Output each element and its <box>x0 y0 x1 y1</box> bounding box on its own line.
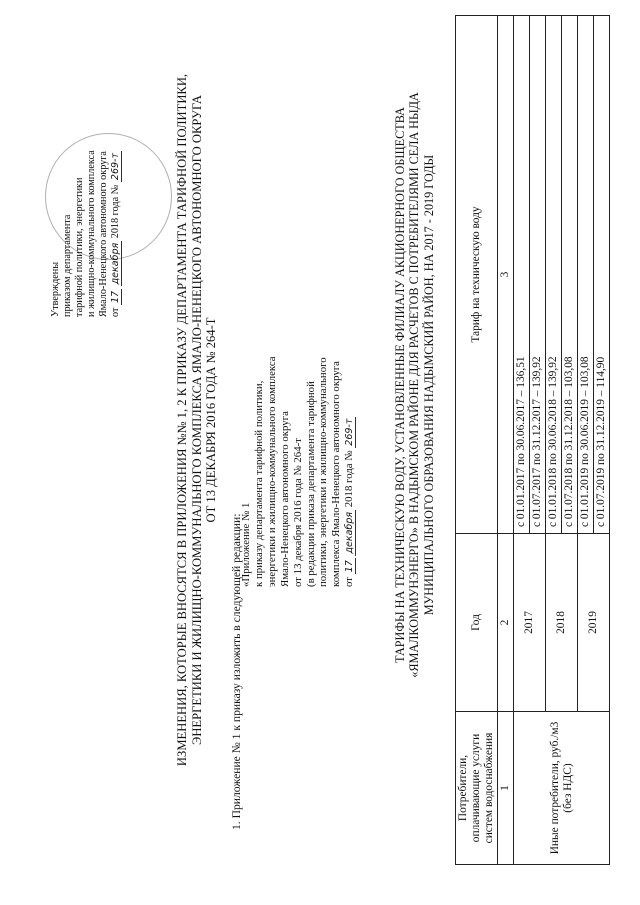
tariff-title-line: ТАРИФЫ НА ТЕХНИЧЕСКУЮ ВОДУ, УСТАНОВЛЕННЫЕ ФИЛИАЛУ АКЦИОНЕРНОГО ОБЩЕСТВА <box>393 107 407 663</box>
handwritten-day: 17 <box>344 560 356 573</box>
year-cell: 2019 <box>578 534 610 712</box>
date-year-text: 2018 года № <box>343 450 356 508</box>
tariff-period-cell: с 01.01.2018 по 30.06.2018 – 139,92 <box>546 16 562 534</box>
header-consumers: Потребители, оплачивающие услуги систем водоснабжения <box>456 712 498 865</box>
date-prefix: от <box>343 577 356 587</box>
approval-line: тарифной политики, энергетики <box>74 177 85 317</box>
approval-line: Утверждены <box>50 261 61 317</box>
appendix-line: к приказу департамента тарифной политики, <box>252 380 265 587</box>
approval-block <box>50 117 122 317</box>
handwritten-month: декабря <box>344 511 356 554</box>
approval-line: Ямало-Ненецкого автономного округа <box>98 151 109 317</box>
item-1-text: 1. Приложение № 1 к приказу изложить в следующей редакции: <box>230 513 243 830</box>
appendix-line: от 13 декабря 2016 года № 264-т <box>291 438 304 587</box>
appendix-line: Ямало-Ненецкого автономного округа <box>278 411 291 587</box>
tariff-table <box>455 15 610 865</box>
column-number: 3 <box>498 16 514 534</box>
tariff-period-cell: с 01.07.2017 по 31.12.2017 – 139,92 <box>530 16 546 534</box>
table-row <box>514 16 530 865</box>
appendix-line: комплекса Ямало-Ненецкого автономного округа <box>330 361 343 587</box>
column-number: 2 <box>498 534 514 712</box>
tariff-title <box>393 25 436 745</box>
appendix-date-line <box>343 232 357 587</box>
appendix-line: «Приложение № 1 <box>240 502 252 587</box>
heading-line: ЭНЕРГЕТИКИ И ЖИЛИЩНО-КОММУНАЛЬНОГО КОМПЛЕКСА ЯМАЛО-НЕНЕЦКОГО АВТОНОМНОГО ОКРУГА <box>189 95 204 745</box>
appendix-line: энергетики и жилищно-коммунального комплекса <box>265 356 278 587</box>
tariff-period-cell: с 01.01.2019 по 30.06.2019 – 103,08 <box>578 16 594 534</box>
appendix-header <box>240 232 357 587</box>
approval-line: приказом департамента <box>62 214 73 317</box>
approval-date-line <box>110 117 122 317</box>
date-prefix: от <box>110 307 121 317</box>
header-tariff: Тариф на техническую воду <box>456 16 498 534</box>
appendix-line: (в редакции приказа департамента тарифной <box>304 381 317 587</box>
table-header-row <box>456 16 498 865</box>
handwritten-order-number: 269-т <box>344 418 356 446</box>
year-cell: 2017 <box>514 534 546 712</box>
heading-line: ОТ 13 ДЕКАБРЯ 2016 ГОДА № 264-Т <box>204 317 218 523</box>
heading-line: ИЗМЕНЕНИЯ, КОТОРЫЕ ВНОСЯТСЯ В ПРИЛОЖЕНИЯ №№ 1, 2 К ПРИКАЗУ ДЕПАРТАМЕНТА ТАРИФНОЙ ПОЛИТИКИ, <box>175 73 189 767</box>
handwritten-order-number: 269-т <box>110 152 121 181</box>
document-heading <box>175 40 219 800</box>
appendix-line: политики, энергетики и жилищно-коммунального <box>317 357 330 587</box>
tariff-period-cell: с 01.07.2019 по 31.12.2019 – 114,90 <box>594 16 610 534</box>
tariff-period-cell: с 01.01.2017 по 30.06.2017 – 136,51 <box>514 16 530 534</box>
handwritten-month: декабря <box>110 242 121 285</box>
column-number: 1 <box>498 712 514 865</box>
date-year-text: 2018 года № <box>110 184 121 239</box>
tariff-period-cell: с 01.07.2018 по 31.12.2018 – 103,08 <box>562 16 578 534</box>
table-numbering-row <box>498 16 514 865</box>
handwritten-day: 17 <box>110 290 121 304</box>
year-cell: 2018 <box>546 534 578 712</box>
consumer-cell: Иные потребители, руб./м3 (без НДС) <box>514 712 610 865</box>
approval-line: и жилищно-коммунального комплекса <box>86 150 97 317</box>
tariff-title-line: «ЯМАЛКОММУНЭНЕРГО» В НАДЫМСКОМ РАЙОНЕ ДЛЯ РАСЧЕТОВ С ПОТРЕБИТЕЛЯМИ СЕЛА НЫДА <box>407 92 422 678</box>
tariff-title-line: МУНИЦИПАЛЬНОГО ОБРАЗОВАНИЯ НАДЫМСКИЙ РАЙОН, НА 2017 - 2019 ГОДЫ <box>421 154 436 616</box>
header-year: Год <box>456 534 498 712</box>
